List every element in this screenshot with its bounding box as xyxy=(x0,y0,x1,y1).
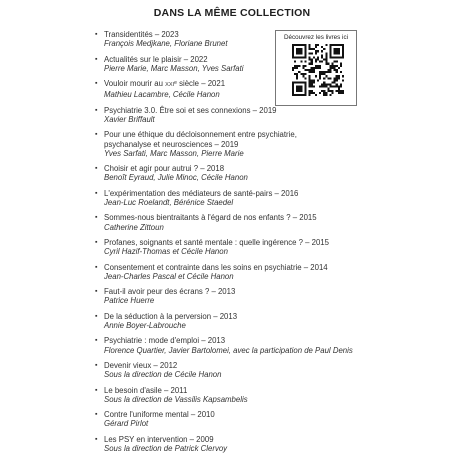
book-entry xyxy=(104,312,444,330)
collection-heading: DANS LA MÊME COLLECTION xyxy=(153,7,311,19)
book-title-line: ▪ L'expérimentation des médiateurs de santé-pairs – 2016 xyxy=(104,188,299,198)
book-entry xyxy=(104,55,444,73)
book-authors: Mathieu Lacambre, Cécile Hanon xyxy=(104,90,220,100)
book-authors: Catherine Zittoun xyxy=(104,222,164,232)
book-entry xyxy=(104,410,444,428)
book-title-line: psychanalyse et neurosciences – 2019 xyxy=(104,139,239,149)
book-authors: Pierre Marie, Marc Masson, Yves Sarfati xyxy=(104,63,244,73)
book-authors: François Medjkane, Floriane Brunet xyxy=(104,39,228,49)
book-title-line: ▪ Psychiatrie 3.0. Être soi et ses connexions – 2019 xyxy=(104,105,277,115)
book-title-line: ▪ Profanes, soignants et santé mentale : quelle ingérence ? – 2015 xyxy=(104,237,329,247)
book-entry xyxy=(104,79,444,99)
book-authors: Sous la direction de Cécile Hanon xyxy=(104,370,222,380)
book-entry xyxy=(104,435,444,453)
book-authors: Benoît Eyraud, Julie Minoc, Cécile Hanon xyxy=(104,173,248,183)
book-authors: Annie Boyer-Labrouche xyxy=(104,320,186,330)
book-authors: Jean-Charles Pascal et Cécile Hanon xyxy=(104,271,234,281)
book-entry xyxy=(104,189,444,207)
book-entry xyxy=(104,30,444,48)
book-entry xyxy=(104,130,444,158)
book-authors: Sous la direction de Patrick Clervoy xyxy=(104,443,228,453)
book-entry xyxy=(104,213,444,231)
book-authors: Yves Sarfati, Marc Masson, Pierre Marie xyxy=(104,148,244,158)
book-entry xyxy=(104,386,444,404)
book-title-line: ▪ Vouloir mourir au XXIe siècle – 2021 xyxy=(104,79,226,89)
book-entry xyxy=(104,287,444,305)
book-title-line: ▪ Pour une éthique du décloisonnement entre psychiatrie, xyxy=(104,130,297,140)
book-entry xyxy=(104,238,444,256)
book-entry xyxy=(104,263,444,281)
book-list xyxy=(104,30,444,459)
book-title-line: ▪ Psychiatrie : mode d'emploi – 2013 xyxy=(104,336,226,346)
book-title-line: ▪ Consentement et contrainte dans les soins en psychiatrie – 2014 xyxy=(104,262,328,272)
book-title-line: ▪ Actualités sur le plaisir – 2022 xyxy=(104,54,208,64)
qr-caption: Découvrez les livres ici xyxy=(283,34,349,41)
book-entry xyxy=(104,106,444,124)
book-title-line: ▪ Choisir et agir pour autrui ? – 2018 xyxy=(104,164,225,174)
book-entry xyxy=(104,336,444,354)
book-authors: Sous la direction de Vassilis Kapsambelis xyxy=(104,394,248,404)
book-title-line: ▪ Sommes-nous bientraitants à l'égard de nos enfants ? – 2015 xyxy=(104,213,317,223)
book-title-line: ▪ De la séduction à la perversion – 2013 xyxy=(104,311,238,321)
book-authors: Cyril Hazif-Thomas et Cécile Hanon xyxy=(104,247,228,257)
book-authors: Patrice Huerre xyxy=(104,296,155,306)
book-title-line: ▪ Faut-il avoir peur des écrans ? – 2013 xyxy=(104,287,236,297)
book-authors: Xavier Briffault xyxy=(104,114,155,124)
book-title-line: ▪ Les PSY en intervention – 2009 xyxy=(104,434,214,444)
book-title-line: ▪ Le besoin d'asile – 2011 xyxy=(104,385,188,395)
book-authors: Gérard Pirlot xyxy=(104,419,149,429)
book-entry xyxy=(104,164,444,182)
book-entry xyxy=(104,361,444,379)
book-authors: Florence Quartier, Javier Bartolomei, avec la participation de Paul Denis xyxy=(104,345,353,355)
book-authors: Jean-Luc Roelandt, Bérénice Staedel xyxy=(104,197,234,207)
book-title-line: ▪ Transidentités – 2023 xyxy=(104,30,179,39)
book-title-line: ▪ Devenir vieux – 2012 xyxy=(104,360,178,370)
book-title-line: ▪ Contre l'uniforme mental – 2010 xyxy=(104,410,215,420)
